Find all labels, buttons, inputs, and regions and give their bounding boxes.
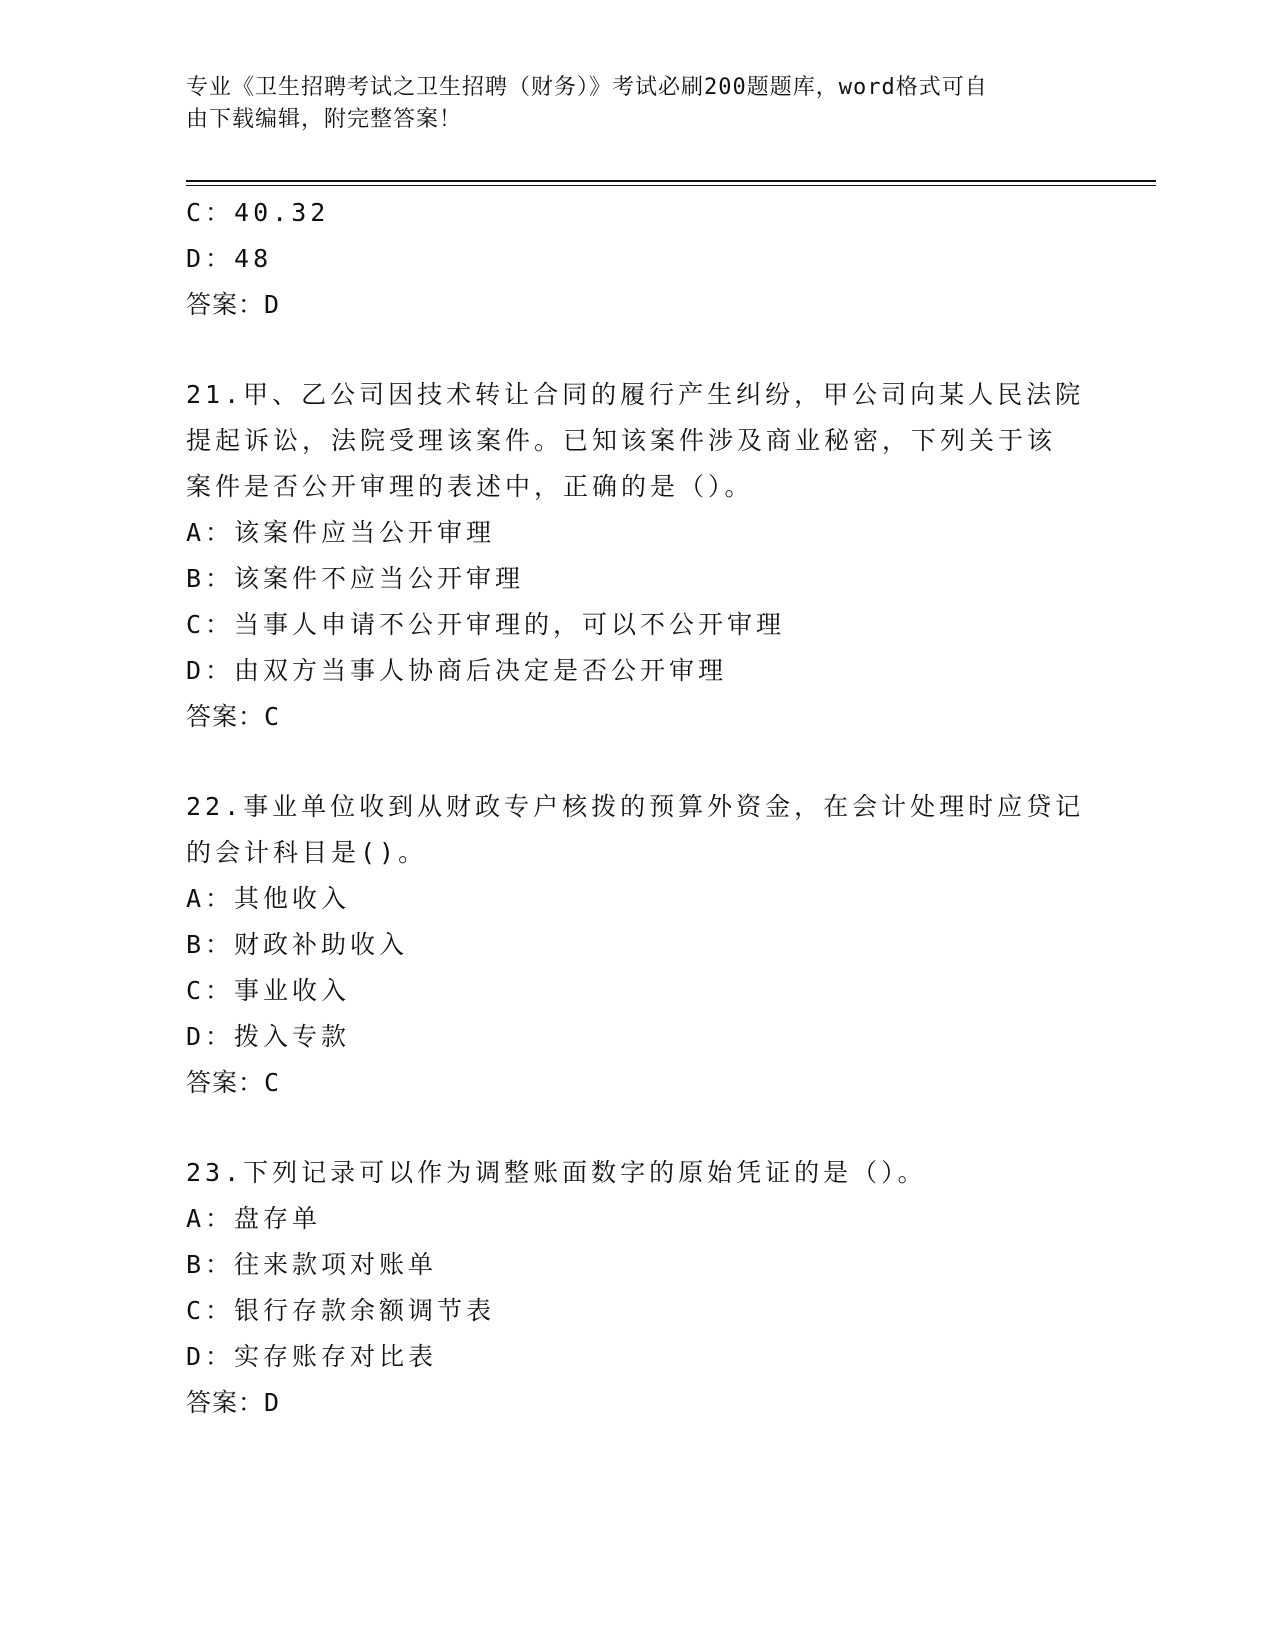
option-a: A：盘存单 bbox=[186, 1204, 322, 1233]
answer-value: C bbox=[264, 1068, 281, 1097]
answer-line bbox=[186, 1380, 1086, 1426]
document-header bbox=[186, 72, 1086, 136]
option-c: C：事业收入 bbox=[186, 976, 351, 1005]
answer-label: 答案： bbox=[186, 1388, 265, 1417]
answer-value: D bbox=[264, 1388, 281, 1417]
question-22 bbox=[186, 784, 1086, 1106]
answer-label: 答案： bbox=[186, 702, 265, 731]
header-rule-thick bbox=[186, 180, 1156, 182]
question-23 bbox=[186, 1150, 1086, 1426]
option-d: D：实存账存对比表 bbox=[186, 1342, 438, 1371]
answer-line bbox=[186, 282, 1086, 328]
answer-label: 答案： bbox=[186, 290, 265, 319]
option-d: D：48 bbox=[186, 244, 273, 273]
question-stem-line: 22.事业单位收到从财政专户核拨的预算外资金，在会计处理时应贷记 bbox=[186, 792, 1085, 821]
answer-value: C bbox=[264, 702, 281, 731]
header-line-1: 专业《卫生招聘考试之卫生招聘（财务）》考试必刷200题题库，word格式可自 bbox=[186, 75, 988, 100]
option-a: A：其他收入 bbox=[186, 884, 351, 913]
option-b: B：财政补助收入 bbox=[186, 930, 409, 959]
option-d: D：拨入专款 bbox=[186, 1022, 351, 1051]
option-c: C：当事人申请不公开审理的，可以不公开审理 bbox=[186, 610, 786, 639]
header-rule-thin bbox=[186, 185, 1156, 186]
option-a: A：该案件应当公开审理 bbox=[186, 518, 496, 547]
question-20-tail bbox=[186, 190, 1086, 328]
answer-label: 答案： bbox=[186, 1068, 265, 1097]
question-stem-line: 21.甲、乙公司因技术转让合同的履行产生纠纷，甲公司向某人民法院 bbox=[186, 380, 1085, 409]
option-c: C：40.32 bbox=[186, 198, 330, 227]
question-stem-line: 提起诉讼，法院受理该案件。已知该案件涉及商业秘密，下列关于该 bbox=[186, 426, 1057, 455]
document-body bbox=[186, 190, 1086, 1426]
option-b: B：往来款项对账单 bbox=[186, 1250, 438, 1279]
question-stem-line: 的会计科目是()。 bbox=[186, 838, 428, 867]
header-line-2: 由下载编辑，附完整答案！ bbox=[186, 107, 463, 132]
question-stem-line: 案件是否公开审理的表述中，正确的是（）。 bbox=[186, 472, 754, 501]
question-21 bbox=[186, 372, 1086, 740]
question-stem-line: 23.下列记录可以作为调整账面数字的原始凭证的是（）。 bbox=[186, 1158, 927, 1187]
answer-line bbox=[186, 1060, 1086, 1106]
answer-line bbox=[186, 694, 1086, 740]
option-c: C：银行存款余额调节表 bbox=[186, 1296, 496, 1325]
option-b: B：该案件不应当公开审理 bbox=[186, 564, 525, 593]
answer-value: D bbox=[264, 290, 281, 319]
option-d: D：由双方当事人协商后决定是否公开审理 bbox=[186, 656, 728, 685]
